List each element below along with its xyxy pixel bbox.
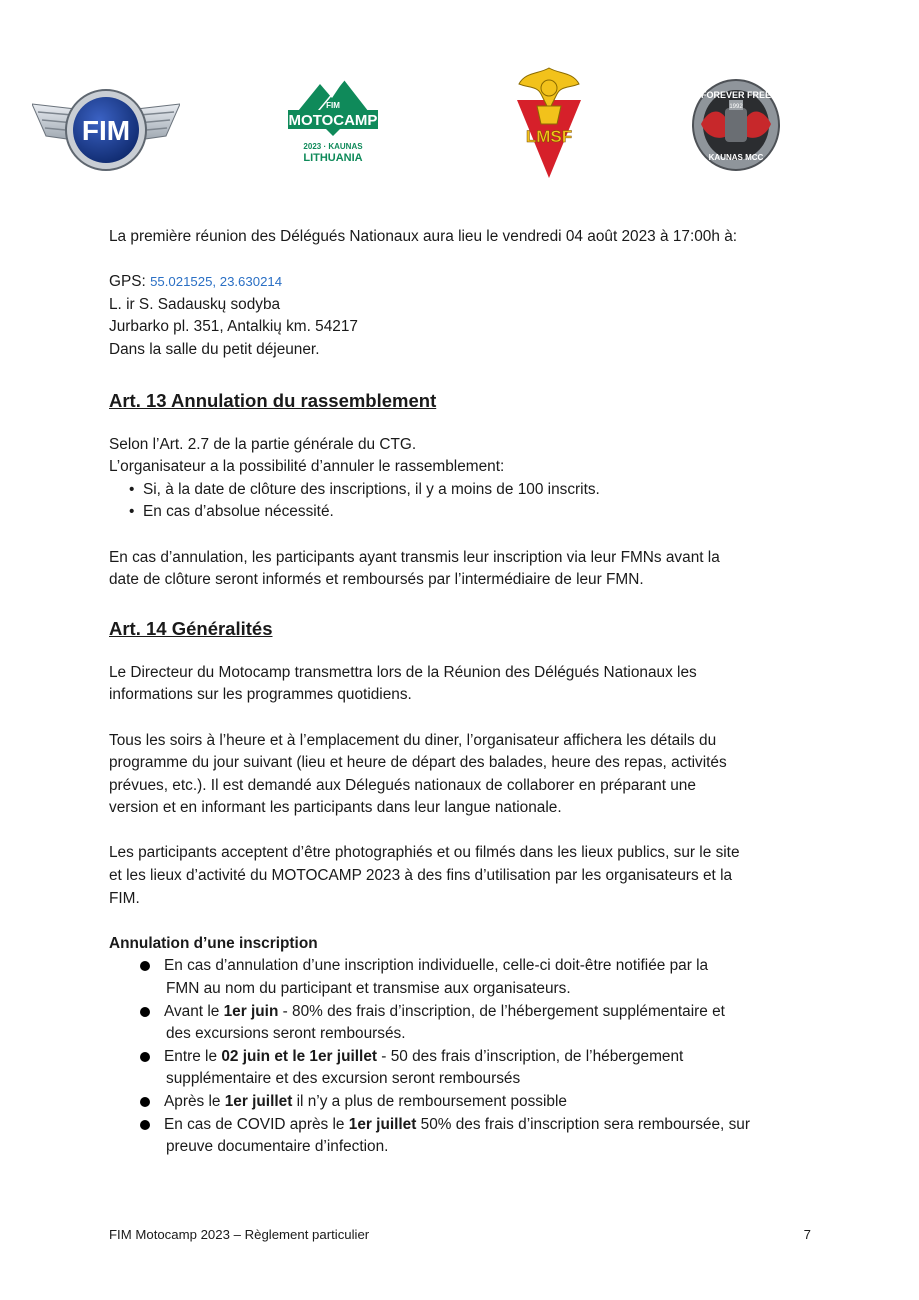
art14-p3-line-2: et les lieux d’activité du MOTOCAMP 2023 à des fins d’utilisation par les organisateurs et la: [109, 867, 733, 885]
cancel-bullets: [109, 955, 809, 1158]
art13-para-line-1: En cas d’annulation, les participants ayant transmis leur inscription via leur FMNs avant la: [109, 548, 720, 566]
art13-para-line-2: date de clôture seront informés et remboursés par l’intermédiaire de leur FMN.: [109, 571, 644, 589]
svg-text:LMSF: LMSF: [525, 127, 573, 146]
document-body: [109, 226, 809, 1159]
svg-text:FIM: FIM: [81, 115, 131, 146]
list-item: En cas d’annulation d’une inscription individuelle, celle-ci doit-être notifiée par la FMN au nom du participant et transmise aux organisateurs.: [109, 955, 809, 1000]
list-item: Après le 1er juillet il n’y a plus de remboursement possible: [109, 1091, 809, 1114]
page-number: 7: [803, 1227, 811, 1242]
fim-logo: [32, 88, 180, 172]
cancel-heading: Annulation d’une inscription: [109, 934, 318, 952]
art14-p2-line-2: programme du jour suivant (lieu et heure de départ des balades, heure des repas, activités: [109, 754, 727, 772]
gps-label: GPS:: [109, 273, 151, 291]
art14-p1-line-2: informations sur les programmes quotidiens.: [109, 686, 412, 704]
svg-text:MOTOCAMP: MOTOCAMP: [288, 112, 378, 129]
art14-p2-line-1: Tous les soirs à l’heure et à l’emplacement du diner, l’organisateur affichera les détails du: [109, 731, 717, 749]
motocamp-logo: [286, 76, 380, 168]
svg-text:2023 · KAUNAS: 2023 · KAUNAS: [303, 142, 363, 151]
page-footer: [109, 1227, 811, 1242]
bullet-icon: [140, 1052, 150, 1062]
art14-p1-line-1: Le Directeur du Motocamp transmettra lors de la Réunion des Délégués Nationaux les: [109, 663, 697, 681]
list-item: Avant le 1er juin - 80% des frais d’inscription, de l’hébergement supplémentaire et des excursions seront remboursés.: [109, 1001, 809, 1046]
svg-text:FIM: FIM: [326, 101, 340, 110]
svg-text:1992: 1992: [729, 104, 743, 110]
bullet-icon: [140, 961, 150, 971]
svg-text:KAUNAS MCC: KAUNAS MCC: [708, 153, 764, 162]
art14-p2-line-3: prévues, etc.). Il est demandé aux Délegués nationaux de collaborer en préparant une: [109, 776, 696, 794]
forever-free-logo: [691, 78, 781, 172]
address-line-3: Dans la salle du petit déjeuner.: [109, 340, 320, 358]
intro-text: La première réunion des Délégués Nationaux aura lieu le vendredi 04 août 2023 à 17:00h à:: [109, 228, 738, 245]
art14-p3-line-1: Les participants acceptent d’être photographiés et ou filmés dans les lieux publics, sur le site: [109, 844, 740, 862]
address-line-2: Jurbarko pl. 351, Antalkių km. 54217: [109, 318, 358, 336]
bullet-icon: [140, 1120, 150, 1130]
list-item: Entre le 02 juin et le 1er juillet - 50 des frais d’inscription, de l’hébergement supplémentaire et des excursion seront remboursés: [109, 1046, 809, 1091]
svg-text:LITHUANIA: LITHUANIA: [303, 152, 363, 164]
list-item: • En cas d’absolue nécessité.: [129, 503, 334, 521]
address-line-1: L. ir S. Sadauskų sodyba: [109, 295, 281, 313]
lmsf-logo: [515, 66, 583, 180]
bullet-icon: [140, 1097, 150, 1107]
art13-bullets: [109, 479, 809, 524]
bullet-icon: [140, 1007, 150, 1017]
gps-coordinates-link[interactable]: 55.021525, 23.630214: [150, 274, 283, 290]
art13-line-2: L’organisateur a la possibilité d’annuler le rassemblement:: [109, 458, 505, 476]
art14-p3-line-3: FIM.: [109, 889, 140, 907]
art13-line-1: Selon l’Art. 2.7 de la partie générale du CTG.: [109, 435, 417, 453]
art14-heading: Art. 14 Généralités: [109, 617, 273, 639]
footer-title: FIM Motocamp 2023 – Règlement particulier: [109, 1227, 370, 1242]
art14-p2-line-4: version et en informant les participants dans leur langue nationale.: [109, 799, 562, 817]
logo-bar: [0, 60, 919, 190]
list-item: En cas de COVID après le 1er juillet 50% des frais d’inscription sera remboursée, sur preuve documentaire d’infection.: [109, 1114, 809, 1159]
gps-line: [109, 271, 809, 294]
list-item: • Si, à la date de clôture des inscriptions, il y a moins de 100 inscrits.: [129, 480, 600, 498]
svg-text:FOREVER FREE: FOREVER FREE: [700, 90, 772, 100]
art13-heading: Art. 13 Annulation du rassemblement: [109, 389, 437, 411]
